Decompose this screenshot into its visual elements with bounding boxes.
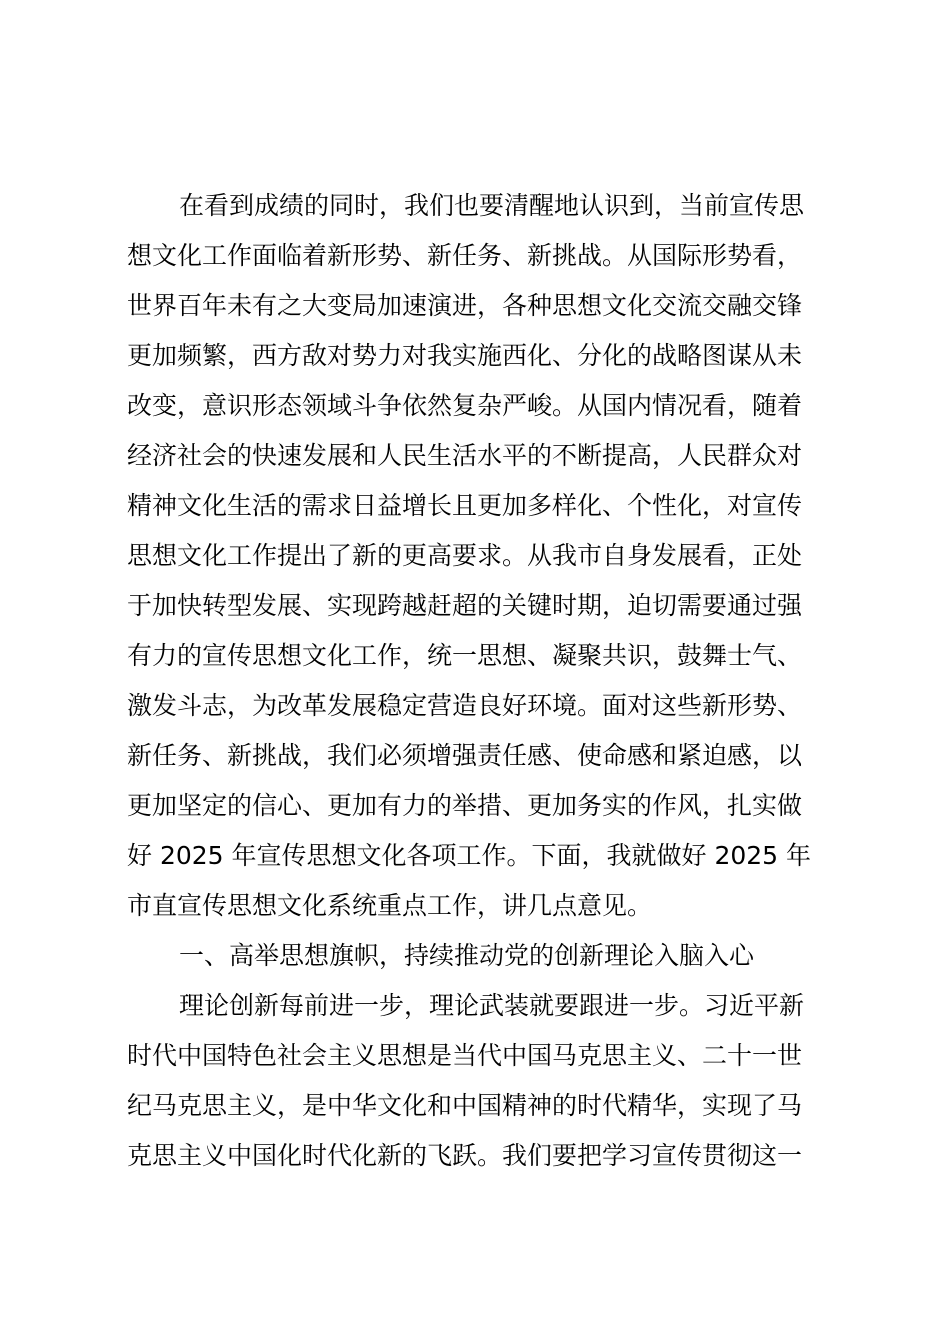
paragraph-2-line: 纪马克思主义，是中华文化和中国精神的时代精华，实现了马 <box>127 1091 803 1120</box>
paragraph-1-line: 思想文化工作提出了新的更高要求。从我市自身发展看，正处 <box>127 541 803 570</box>
paragraph-1-line: 世界百年未有之大变局加速演进，各种思想文化交流交融交锋 <box>127 291 803 320</box>
paragraph-2-line: 克思主义中国化时代化新的飞跃。我们要把学习宣传贯彻这一 <box>127 1141 803 1170</box>
paragraph-1-line: 有力的宣传思想文化工作，统一思想、凝聚共识，鼓舞士气、 <box>127 641 803 670</box>
body-text <box>127 181 837 1181</box>
paragraph-1-line: 改变，意识形态领域斗争依然复杂严峻。从国内情况看，随着 <box>127 391 803 420</box>
paragraph-1-line: 想文化工作面临着新形势、新任务、新挑战。从国际形势看， <box>127 241 803 270</box>
paragraph-2-line: 时代中国特色社会主义思想是当代中国马克思主义、二十一世 <box>127 1041 803 1070</box>
section-heading: 一、高举思想旗帜，持续推动党的创新理论入脑入心 <box>179 941 755 970</box>
paragraph-1-line: 好 2025 年宣传思想文化各项工作。下面，我就做好 2025 年 <box>127 841 812 870</box>
paragraph-1-line: 精神文化生活的需求日益增长且更加多样化、个性化，对宣传 <box>127 491 803 520</box>
paragraph-1-line: 市直宣传思想文化系统重点工作，讲几点意见。 <box>127 891 653 920</box>
paragraph-1-line: 更加坚定的信心、更加有力的举措、更加务实的作风，扎实做 <box>127 791 803 820</box>
paragraph-1-line: 更加频繁，西方敌对势力对我实施西化、分化的战略图谋从未 <box>127 341 803 370</box>
paragraph-1-line: 经济社会的快速发展和人民生活水平的不断提高，人民群众对 <box>127 441 803 470</box>
paragraph-1-line: 在看到成绩的同时，我们也要清醒地认识到，当前宣传思 <box>179 191 805 220</box>
paragraph-2-line: 理论创新每前进一步，理论武装就要跟进一步。习近平新 <box>179 991 805 1020</box>
paragraph-1-line: 于加快转型发展、实现跨越赶超的关键时期，迫切需要通过强 <box>127 591 803 620</box>
paragraph-1-line: 激发斗志，为改革发展稳定营造良好环境。面对这些新形势、 <box>127 691 803 720</box>
paragraph-1-line: 新任务、新挑战，我们必须增强责任感、使命感和紧迫感，以 <box>127 741 803 770</box>
